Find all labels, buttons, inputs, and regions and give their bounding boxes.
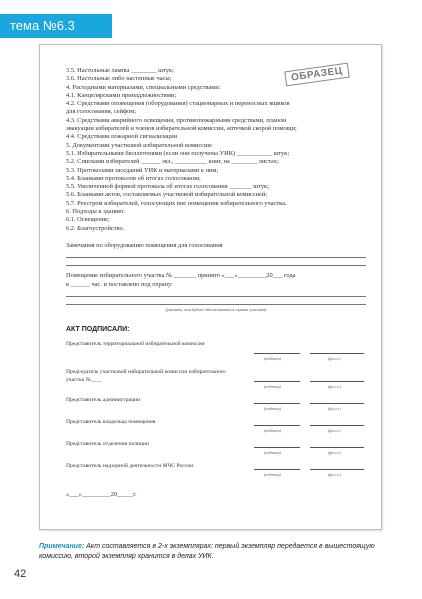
document-line: 3.5. Настольные лампы ________ штук; xyxy=(66,67,174,74)
name-line xyxy=(310,403,364,404)
document-line: 5.4. Бланками протоколов об итогах голосования; xyxy=(66,174,201,182)
note-text: Акт составляется в 2-х экземплярах: первый экземпляр передается в вышестоящую комиссию, второй экземпляр хранится в делах УИК. xyxy=(39,543,375,560)
signatory-row xyxy=(66,463,366,485)
signed-title: АКТ ПОДПИСАЛИ: xyxy=(66,326,130,334)
document-sheet xyxy=(39,44,382,530)
name-line xyxy=(310,353,364,354)
remarks-section xyxy=(66,242,366,266)
topic-tab: тема №6.3 xyxy=(0,14,112,38)
signatory-label: Представитель отделения полиции xyxy=(66,441,150,448)
signature-line xyxy=(254,381,300,382)
document-line: 5.1. Избирательными бюллетенями (если они получены УИК) ___________ штук; xyxy=(66,149,290,157)
document-line: 4.1. Канцелярскими принадлежностями; xyxy=(66,91,177,99)
signature-caption: (подпись) xyxy=(264,406,281,412)
document-line: 6.2. Благоустройство. xyxy=(66,224,125,232)
document-line: 4. Расходными материалами, специальными средствами: xyxy=(66,83,221,91)
signature-line xyxy=(254,447,300,448)
document-line: 5.3. Протоколами заседаний УИК и материалами к ним; xyxy=(66,166,219,174)
signatory-row xyxy=(66,419,366,441)
signature-line xyxy=(254,353,300,354)
remarks-label: Замечания по оборудованию помещения для голосования xyxy=(66,241,223,249)
signatories xyxy=(66,341,366,485)
signature-line xyxy=(254,425,300,426)
signature-caption: (подпись) xyxy=(264,356,281,362)
signature-caption: (подпись) xyxy=(264,450,281,456)
document-line: 5.5. Увеличенной формой протокола об итогах голосования _______ штук; xyxy=(66,183,269,191)
signatory-row xyxy=(66,397,366,419)
premises-rule xyxy=(66,289,366,297)
note-label: Примечание: xyxy=(39,543,85,550)
name-caption: (ф.и.о.) xyxy=(328,472,342,478)
name-line xyxy=(310,381,364,382)
document-line: для голосования, сейфом; xyxy=(66,108,137,116)
document-line: 3.6. Настольные либо настенные часы; xyxy=(66,75,172,83)
signatory-row xyxy=(66,441,366,463)
sample-stamp: ОБРАЗЕЦ xyxy=(284,63,349,87)
document-line: 5.2. Списками избирателей ______ экз., __________ книг, на ________ листах; xyxy=(66,158,279,166)
document-line: 4.4. Средствами пожарной сигнализации xyxy=(66,133,178,141)
name-caption: (ф.и.о.) xyxy=(328,450,342,456)
signatory-label: Представитель владельца помещения xyxy=(66,419,156,426)
remarks-rule xyxy=(66,250,366,258)
note xyxy=(39,542,389,562)
name-caption: (ф.и.о.) xyxy=(328,406,342,412)
document-lines xyxy=(66,67,366,233)
signatory-label: Председатель участковой избирательной комиссии избирательного участка №____ xyxy=(66,369,226,383)
signature-line xyxy=(254,469,300,470)
document-body xyxy=(66,67,366,498)
signature-caption: (подпись) xyxy=(264,428,281,434)
signature-caption: (подпись) xyxy=(264,472,281,478)
name-line xyxy=(310,425,364,426)
signatory-label: Представитель администрации xyxy=(66,397,140,404)
document-line: 5.7. Реестром избирателей, голосующих вне помещения избирательного участка. xyxy=(66,199,287,207)
page-number: 42 xyxy=(14,568,27,580)
premises-caption: (указать, кем будет обеспечиваться охрана участка) xyxy=(165,306,267,312)
name-caption: (ф.и.о.) xyxy=(328,428,342,434)
document-line: 6.1. Освещение; xyxy=(66,216,110,224)
signatory-row xyxy=(66,369,366,397)
premises-section xyxy=(66,272,366,314)
document-line: 4.2. Средствами оповещения (оборудования) стационарных и переносных ящиков xyxy=(66,100,290,108)
name-line xyxy=(310,469,364,470)
date-line: «___»_________20_____г. xyxy=(66,491,137,499)
premises-text: Помещение избирательного участка № _______ принято «___»_________20___ года xyxy=(66,272,296,280)
document-line: эвакуации избирателей и членов избирательной комиссии, аптечкой скорой помощи; xyxy=(66,125,297,133)
premises-text-2: в ______ час. и поставлено под охрану: xyxy=(66,280,173,288)
signature-caption: (подпись) xyxy=(264,384,281,390)
name-line xyxy=(310,447,364,448)
signatory-label: Представитель надзорной деятельности МЧС России xyxy=(66,463,194,470)
signatory-row xyxy=(66,341,366,369)
name-caption: (ф.и.о.) xyxy=(328,384,342,390)
document-line: 4.3. Средствами аварийного освещения, противопожарными средствами, планом xyxy=(66,116,287,124)
name-caption: (ф.и.о.) xyxy=(328,356,342,362)
premises-rule xyxy=(66,297,366,305)
remarks-rule xyxy=(66,258,366,266)
signatory-label: Представитель территориальной избирательной комиссии xyxy=(66,341,205,348)
document-line: 5. Документами участковой избирательной комиссии: xyxy=(66,141,213,149)
signature-line xyxy=(254,403,300,404)
document-line: 6. Подходы к зданию: xyxy=(66,208,125,216)
document-line: 5.6. Бланками актов, составляемых участковой избирательной комиссией; xyxy=(66,191,268,199)
